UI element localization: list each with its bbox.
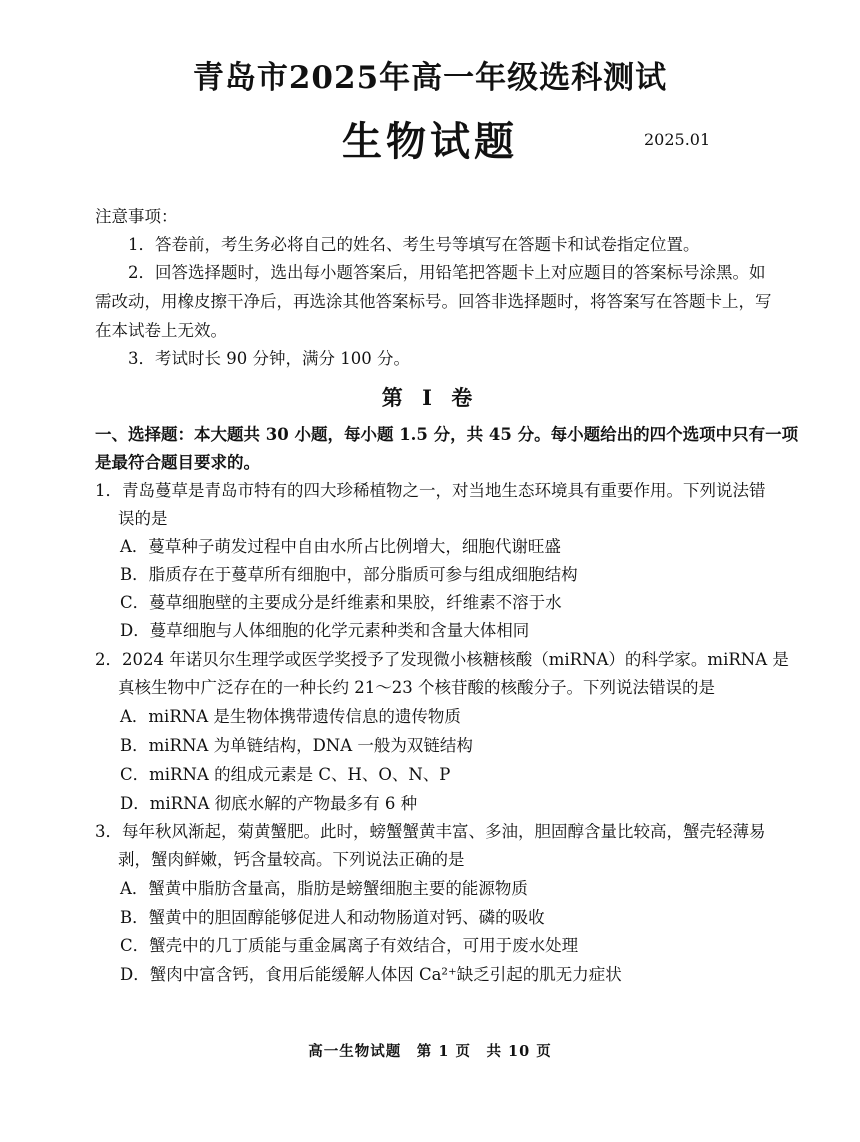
exam-date: 2025.01 — [644, 130, 711, 149]
notice-item-3: 3．考试时长 90 分钟，满分 100 分。 — [128, 349, 410, 368]
question-1-stem-line-1: 1．青岛蔓草是青岛市特有的四大珍稀植物之一，对当地生态环境具有重要作用。下列说法错 — [95, 481, 766, 500]
question-3-option-a: A．蟹黄中脂肪含量高，脂肪是螃蟹细胞主要的能源物质 — [120, 879, 528, 898]
question-3-option-b: B．蟹黄中的胆固醇能够促进人和动物肠道对钙、磷的吸收 — [120, 908, 545, 927]
question-2-stem-line-2: 真核生物中广泛存在的一种长约 21～23 个核苷酸的核酸分子。下列说法错误的是 — [118, 678, 715, 697]
section-intro-line-1: 一、选择题：本大题共 30 小题，每小题 1.5 分，共 45 分。每小题给出的四个选项中只有一项 — [95, 425, 799, 444]
question-2-stem-line-1: 2．2024 年诺贝尔生理学或医学奖授予了发现微小核糖核酸（miRNA）的科学家。miRNA 是 — [95, 650, 789, 669]
question-3-stem-line-1: 3．每年秋风渐起，菊黄蟹肥。此时，螃蟹蟹黄丰富、多油，胆固醇含量比较高，蟹壳轻薄易 — [95, 822, 766, 841]
question-1-option-a: A．蔓草种子萌发过程中自由水所占比例增大，细胞代谢旺盛 — [120, 537, 561, 556]
notice-heading: 注意事项： — [95, 207, 178, 226]
section-title: 第 Ⅰ 卷 — [381, 385, 479, 410]
notice-item-2-line-1: 2．回答选择题时，选出每小题答案后，用铅笔把答题卡上对应题目的答案标号涂黑。如 — [128, 263, 766, 282]
section-intro-line-2: 是最符合题目要求的。 — [95, 453, 260, 472]
question-2-option-b: B．miRNA 为单链结构，DNA 一般为双链结构 — [120, 736, 473, 755]
notice-item-2-line-3: 在本试卷上无效。 — [95, 321, 227, 340]
question-3-stem-line-2: 剥，蟹肉鲜嫩，钙含量较高。下列说法正确的是 — [118, 850, 465, 869]
question-1-option-c: C．蔓草细胞壁的主要成分是纤维素和果胶，纤维素不溶于水 — [120, 593, 562, 612]
notice-item-2-line-2: 需改动，用橡皮擦干净后，再选涂其他答案标号。回答非选择题时，将答案写在答题卡上，写 — [95, 292, 772, 311]
question-2-option-c: C．miRNA 的组成元素是 C、H、O、N、P — [120, 765, 451, 784]
question-2-option-d: D．miRNA 彻底水解的产物最多有 6 种 — [120, 794, 418, 813]
question-1-stem-line-2: 误的是 — [118, 509, 168, 528]
question-3-option-d: D．蟹肉中富含钙，食用后能缓解人体因 Ca²⁺缺乏引起的肌无力症状 — [120, 965, 622, 984]
notice-item-1: 1．答卷前，考生务必将自己的姓名、考生号等填写在答题卡和试卷指定位置。 — [128, 235, 700, 254]
question-3-option-c: C．蟹壳中的几丁质能与重金属离子有效结合，可用于废水处理 — [120, 936, 579, 955]
exam-title: 青岛市2025年高一年级选科测试 — [192, 60, 668, 96]
question-1-option-d: D．蔓草细胞与人体细胞的化学元素种类和含量大体相同 — [120, 621, 530, 640]
question-1-option-b: B．脂质存在于蔓草所有细胞中，部分脂质可参与组成细胞结构 — [120, 565, 578, 584]
page-footer: 高一生物试题 第 1 页 共 10 页 — [308, 1043, 552, 1060]
question-2-option-a: A．miRNA 是生物体携带遗传信息的遗传物质 — [120, 707, 461, 726]
exam-subtitle: 生物试题 — [342, 118, 518, 165]
